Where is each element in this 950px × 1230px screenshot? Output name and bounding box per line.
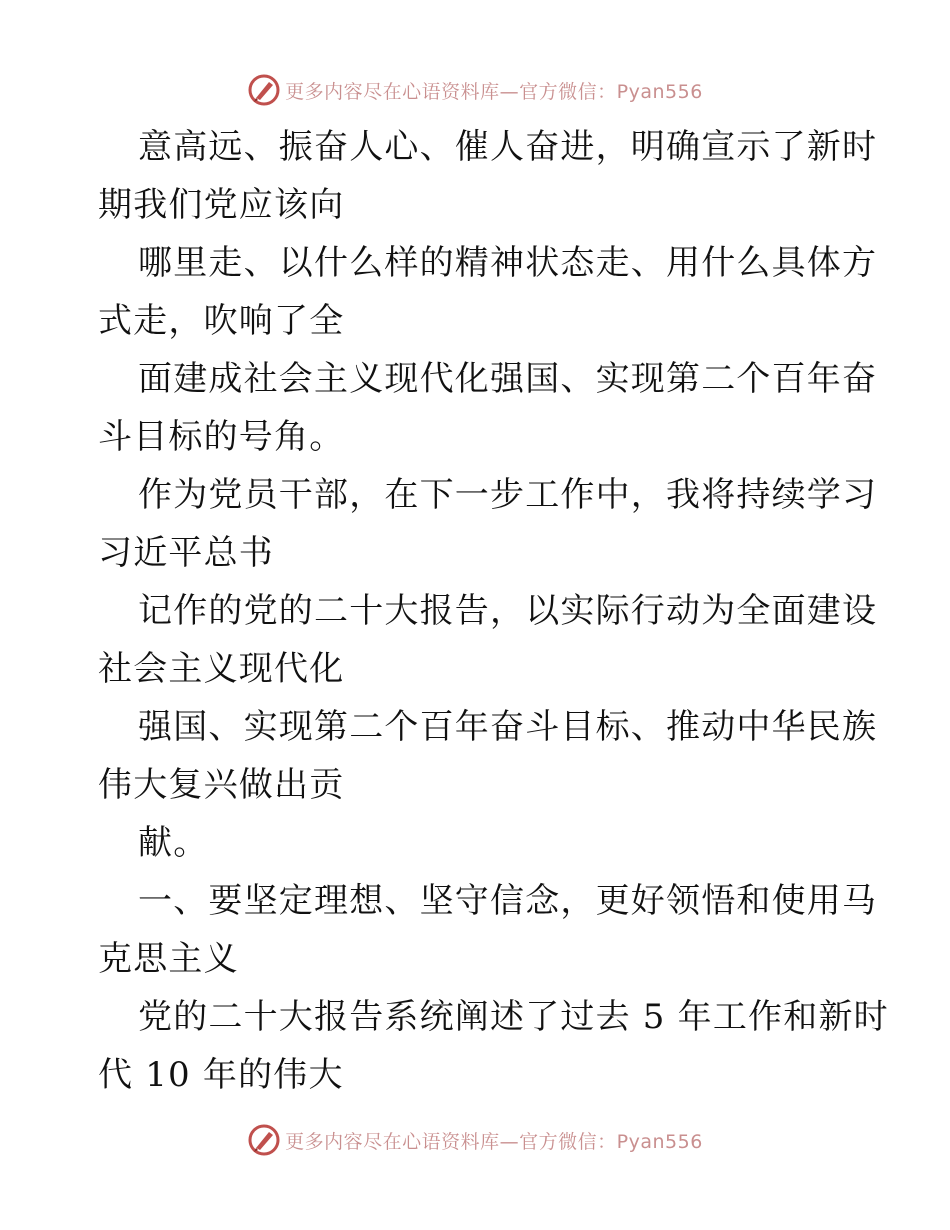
text-line: 式走，吹响了全	[98, 301, 345, 341]
footer-banner	[0, 1120, 950, 1160]
section-heading: 一、要坚定理想、坚守信念，更好领悟和使用马	[138, 881, 878, 921]
pen-logo-icon	[247, 73, 281, 107]
text-line: 伟大复兴做出贡	[98, 765, 345, 805]
text-line: 期我们党应该向	[98, 185, 345, 225]
text-line: 党的二十大报告系统阐述了过去 5 年工作和新时	[138, 997, 889, 1037]
text-line: 斗目标的号角。	[98, 417, 345, 457]
footer-banner-text: 更多内容尽在心语资料库—官方微信：Pyan556	[285, 1130, 703, 1153]
document-body	[98, 118, 889, 1104]
text-line: 社会主义现代化	[98, 649, 345, 689]
pen-logo-icon	[247, 1123, 281, 1157]
text-line: 代 10 年的伟大	[98, 1055, 344, 1095]
text-line: 作为党员干部，在下一步工作中，我将持续学习	[138, 475, 878, 515]
header-banner	[0, 70, 950, 110]
text-line: 面建成社会主义现代化强国、实现第二个百年奋	[138, 359, 878, 399]
header-banner-text: 更多内容尽在心语资料库—官方微信：Pyan556	[285, 80, 703, 103]
text-line: 记作的党的二十大报告，以实际行动为全面建设	[138, 591, 878, 631]
section-heading-continued: 克思主义	[98, 939, 239, 979]
text-line: 强国、实现第二个百年奋斗目标、推动中华民族	[138, 707, 878, 747]
text-line: 意高远、振奋人心、催人奋进，明确宣示了新时	[138, 127, 878, 167]
text-line: 习近平总书	[98, 533, 274, 573]
text-line: 献。	[138, 823, 209, 863]
text-line: 哪里走、以什么样的精神状态走、用什么具体方	[138, 243, 878, 283]
